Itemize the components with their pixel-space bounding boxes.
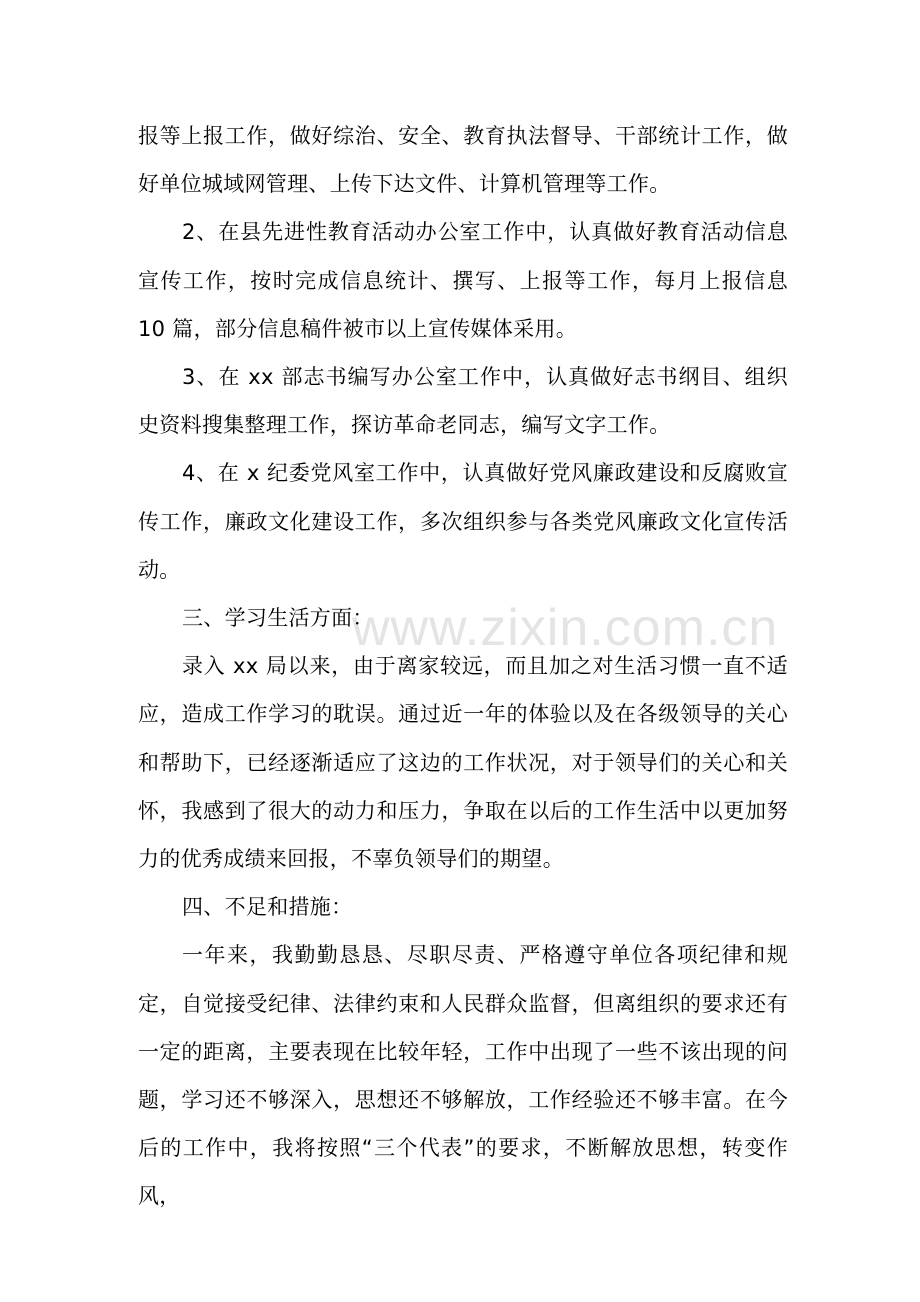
paragraph-item-3: 3、在 xx 部志书编写办公室工作中，认真做好志书纲目、组织史资料搜集整理工作，探访革命老同志，编写文字工作。 (138, 365, 788, 438)
paragraph-shortcomings: 一年来，我勤勤恳恳、尽职尽责、严格遵守单位各项纪律和规定，自觉接受纪律、法律约束和人民群众监督，但离组织的要求还有一定的距离，主要表现在比较年轻，工作中出现了一些不该出现的问题，学习还不够深入，思想还不够解放，工作经验还不够丰富。在今后的工作中，我将按照“三个代表”的要求，不断解放思想，转变作风， (138, 943, 788, 1209)
paragraph-item-4: 4、在 x 纪委党风室工作中，认真做好党风廉政建设和反腐败宣传工作，廉政文化建设工作，多次组织参与各类党风廉政文化宣传活动。 (138, 461, 788, 582)
paragraph-study-life: 录入 xx 局以来，由于离家较远，而且加之对生活习惯一直不适应，造成工作学习的耽误。通过近一年的体验以及在各级领导的关心和帮助下，已经逐渐适应了这边的工作状况，对于领导们的关心和关怀，我感到了很大的动力和压力，争取在以后的工作生活中以更加努力的优秀成绩来回报，不辜负领导们的期望。 (138, 654, 788, 872)
paragraph-continuation: 报等上报工作，做好综治、安全、教育执法督导、干部统计工作，做好单位城域网管理、上传下达文件、计算机管理等工作。 (138, 124, 788, 197)
section-heading-study-life: 三、学习生活方面： (182, 606, 374, 631)
section-heading-shortcomings: 四、不足和措施： (182, 895, 353, 920)
watermark: www.zixin.com.cn (352, 599, 779, 657)
paragraph-item-2: 2、在县先进性教育活动办公室工作中，认真做好教育活动信息宣传工作，按时完成信息统计、撰写、上报等工作，每月上报信息 10 篇，部分信息稿件被市以上宣传媒体采用。 (138, 220, 788, 341)
document-body (138, 112, 788, 1221)
